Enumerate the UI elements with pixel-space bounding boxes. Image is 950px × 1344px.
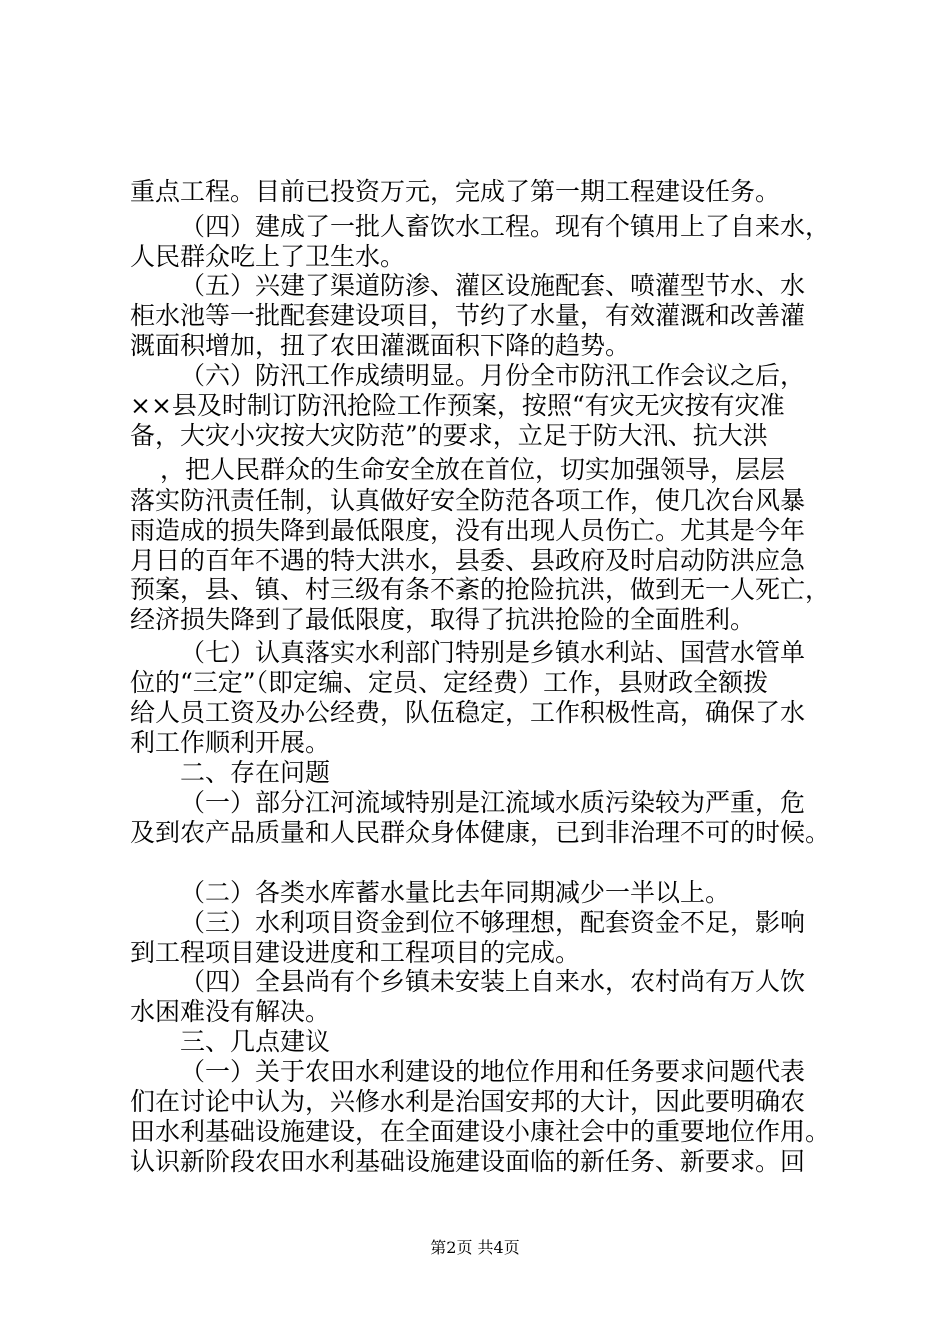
text-line: 们在讨论中认为，兴修水利是治国安邦的大计，因此要明确农	[130, 1087, 806, 1116]
text-line: 到工程项目建设进度和工程项目的完成。	[130, 938, 581, 967]
text-line: （四）全县尚有个乡镇未安装上自来水，农村尚有万人饮	[180, 967, 806, 996]
text-line: 水困难没有解决。	[130, 997, 331, 1026]
text-line: ，把人民群众的生命安全放在首位，切实加强领导，层层	[160, 455, 786, 484]
text-line: （六）防汛工作成绩明显。月份全市防汛工作会议之后，	[180, 361, 806, 390]
text-line: 认识新阶段农田水利基础设施建设面临的新任务、新要求。回	[130, 1147, 806, 1176]
text-line: （二）各类水库蓄水量比去年同期减少一半以上。	[180, 878, 731, 907]
text-line: ××县及时制订防汛抢险工作预案，按照“有灾无灾按有灾准	[130, 391, 785, 420]
text-line: （四）建成了一批人畜饮水工程。现有个镇用上了自来水，	[180, 212, 831, 241]
text-line: 经济损失降到了最低限度，取得了抗洪抢险的全面胜利。	[130, 605, 756, 634]
text-line: 田水利基础设施建设，在全面建设小康社会中的重要地位作用。	[130, 1117, 831, 1146]
page-number-footer: 第2页 共4页	[430, 1238, 520, 1257]
text-line: 预案，县、镇、村三级有条不紊的抢险抗洪，做到无一人死亡，	[130, 575, 831, 604]
text-line: 雨造成的损失降到最低限度，没有出现人员伤亡。尤其是今年	[130, 516, 806, 545]
text-line: （一）关于农田水利建设的地位作用和任务要求问题代表	[180, 1057, 806, 1086]
text-line: （七）认真落实水利部门特别是乡镇水利站、国营水管单	[180, 638, 806, 667]
text-line: 重点工程。目前已投资万元，完成了第一期工程建设任务。	[130, 177, 781, 206]
text-line: 备，大灾小灾按大灾防范”的要求，立足于防大汛、抗大洪	[130, 421, 768, 450]
text-line: 落实防汛责任制，认真做好安全防范各项工作，使几次台风暴	[130, 486, 806, 515]
text-line: （一）部分江河流域特别是江流域水质污染较为严重，危	[180, 788, 806, 817]
section-heading: 三、几点建议	[180, 1027, 331, 1056]
text-line: 位的“三定”（即定编、定员、定经费）工作，县财政全额拨	[130, 668, 769, 697]
text-line: （五）兴建了渠道防渗、灌区设施配套、喷灌型节水、水	[180, 271, 806, 300]
text-line: 柜水池等一批配套建设项目，节约了水量，有效灌溉和改善灌	[130, 301, 806, 330]
text-line: 给人员工资及办公经费，队伍稳定，工作积极性高，确保了水	[130, 698, 806, 727]
text-line: 溉面积增加，扭了农田灌溉面积下降的趋势。	[130, 331, 631, 360]
text-line: 人民群众吃上了卫生水。	[130, 242, 406, 271]
section-heading: 二、存在问题	[180, 758, 331, 787]
text-line: 及到农产品质量和人民群众身体健康，已到非治理不可的时候。	[130, 818, 831, 847]
text-line: 月日的百年不遇的特大洪水，县委、县政府及时启动防洪应急	[130, 546, 806, 575]
text-line: 利工作顺利开展。	[130, 728, 331, 757]
text-line: （三）水利项目资金到位不够理想，配套资金不足，影响	[180, 908, 806, 937]
